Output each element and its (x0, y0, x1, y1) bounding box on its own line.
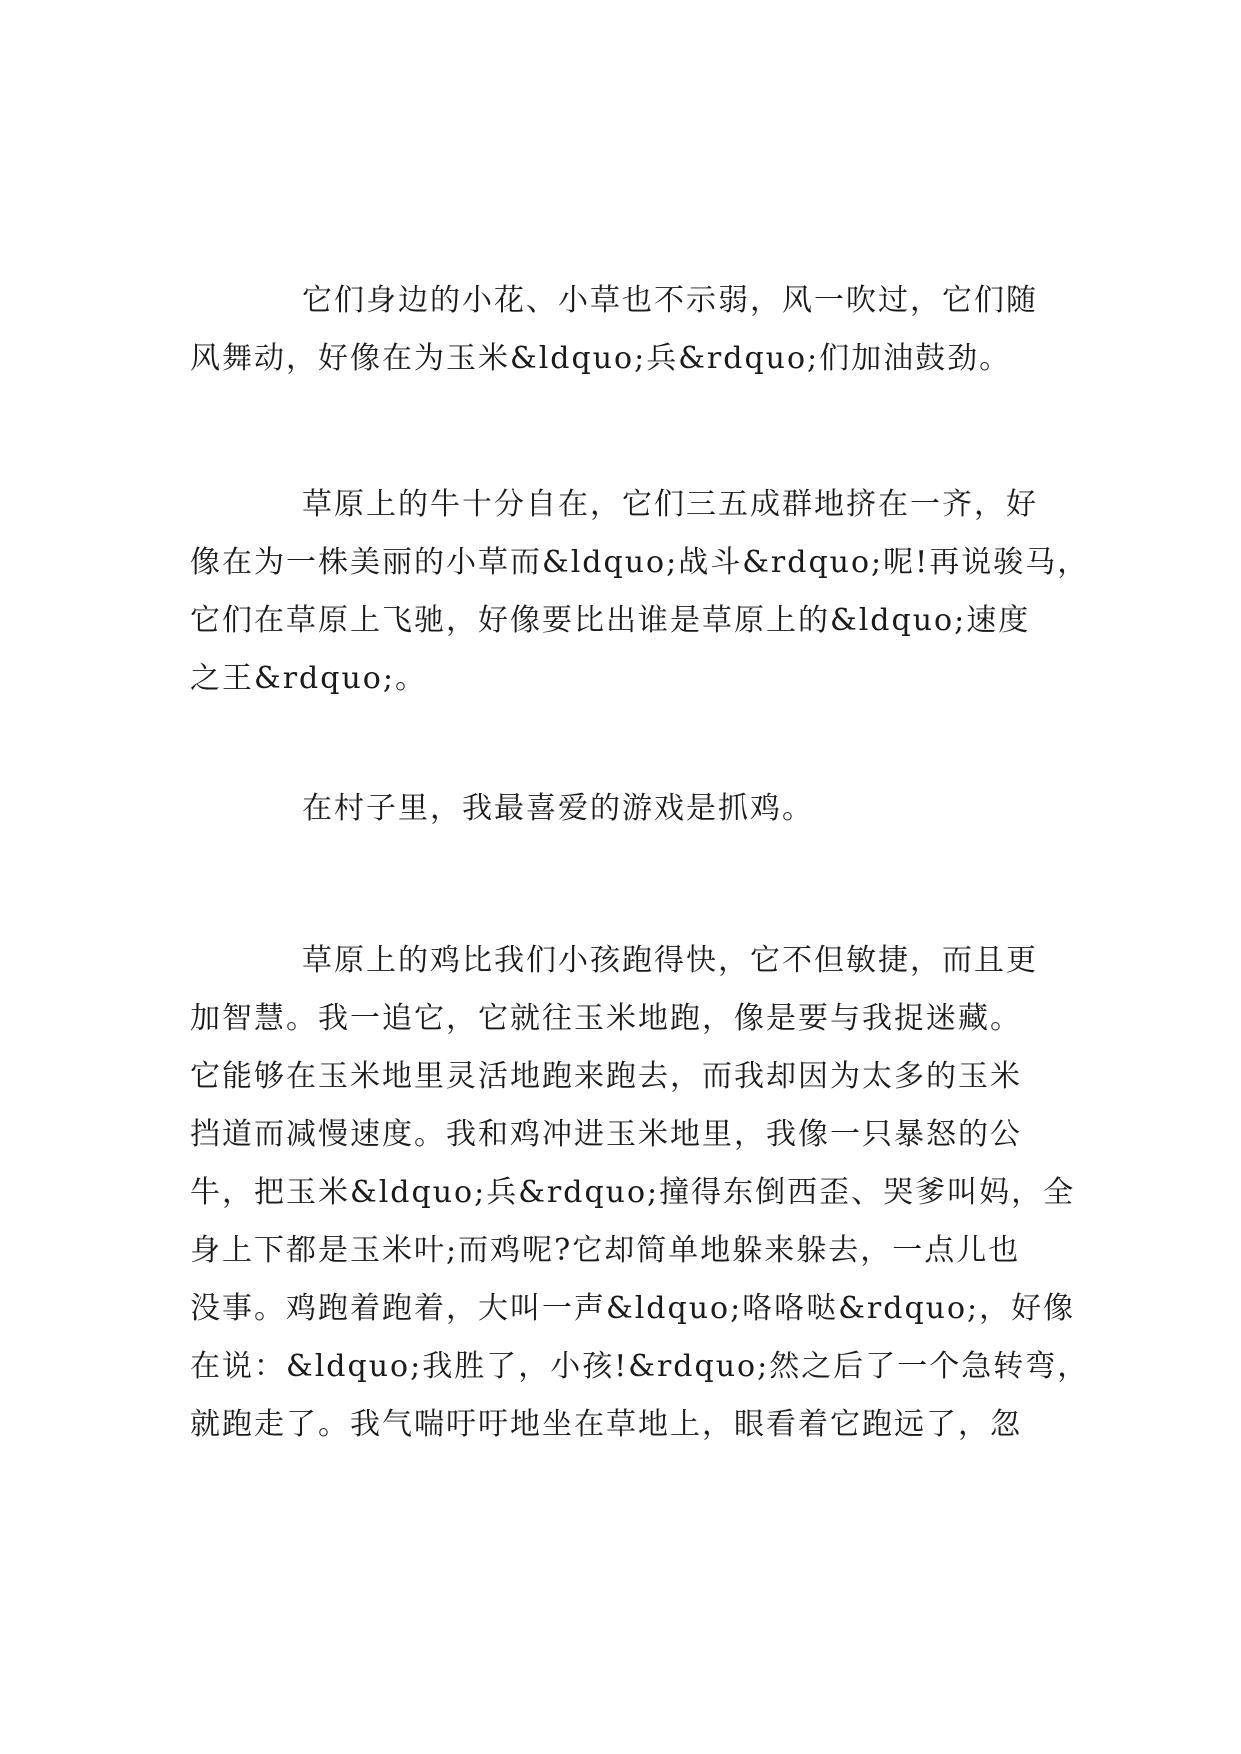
paragraph-line: 在村子里，我最喜爱的游戏是抓鸡。 (302, 791, 814, 826)
paragraph-3 (190, 780, 1070, 838)
paragraph-line: 草原上的鸡比我们小孩跑得快，它不但敏捷，而且更 (302, 943, 1038, 978)
paragraph-line: 牛，把玉米&ldquo;兵&rdquo;撞得东倒西歪、哭爹叫妈，全 (190, 1175, 1076, 1210)
paragraph-line: 在说：&ldquo;我胜了，小孩!&rdquo;然之后了一个急转弯， (190, 1349, 1090, 1384)
paragraph-line: 身上下都是玉米叶;而鸡呢?它却简单地躲来躲去，一点儿也 (190, 1233, 1021, 1268)
paragraph-4 (190, 932, 1090, 1454)
paragraph-1 (190, 272, 1070, 388)
paragraph-line: 就跑走了。我气喘吁吁地坐在草地上，眼看着它跑远了，忽 (190, 1407, 1022, 1442)
paragraph-line: 风舞动，好像在为玉米&ldquo;兵&rdquo;们加油鼓劲。 (190, 341, 1012, 376)
paragraph-line: 它能够在玉米地里灵活地跑来跑去，而我却因为太多的玉米 (190, 1059, 1022, 1094)
paragraph-line: 像在为一株美丽的小草而&ldquo;战斗&rdquo;呢!再说骏马， (190, 545, 1090, 580)
paragraph-line: 它们身边的小花、小草也不示弱，风一吹过，它们随 (302, 283, 1038, 318)
paragraph-line: 挡道而减慢速度。我和鸡冲进玉米地里，我像一只暴怒的公 (190, 1117, 1022, 1152)
paragraph-line: 没事。鸡跑着跑着，大叫一声&ldquo;咯咯哒&rdquo;，好像 (190, 1291, 1076, 1326)
paragraph-line: 加智慧。我一追它，它就往玉米地跑，像是要与我捉迷藏。 (190, 1001, 1022, 1036)
paragraph-line: 之王&rdquo;。 (190, 661, 427, 696)
paragraph-line: 草原上的牛十分自在，它们三五成群地挤在一齐，好 (302, 487, 1038, 522)
paragraph-2 (190, 476, 1090, 708)
paragraph-line: 它们在草原上飞驰，好像要比出谁是草原上的&ldquo;速度 (190, 603, 1031, 638)
